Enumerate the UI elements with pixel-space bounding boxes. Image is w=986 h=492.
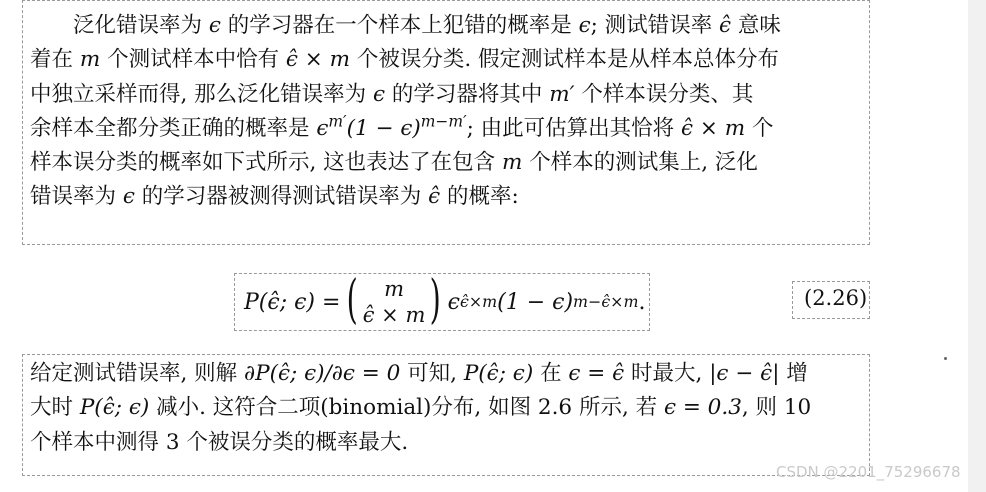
text-run: 减小. 这符合二项(binomial)分布, 如图 2.6 所示, 若 <box>149 395 664 421</box>
equation-2-26: P(ϵ̂; ϵ) = ( m ϵ̂ × m ) ϵ ϵ̂×m (1 − ϵ) m−ϵ̂×m . <box>244 270 646 330</box>
text-run: 个 <box>745 115 774 141</box>
math-m: m <box>79 47 101 73</box>
cursor-dot <box>944 357 947 360</box>
math-absolute-difference: |ϵ − ϵ̂| <box>709 361 780 386</box>
math-exponent: m′ <box>328 112 347 131</box>
math-epsilon: ϵ <box>208 13 221 38</box>
math-probability: P(ϵ̂; ϵ) <box>79 395 150 421</box>
paragraph-2-line-3 <box>30 426 866 460</box>
equation-number: (2.26) <box>804 286 868 310</box>
math-m-prime: m′ <box>549 81 575 107</box>
binomial-coefficient <box>342 270 445 330</box>
equation-epsilon: ϵ <box>447 289 460 315</box>
math-probability: P(ϵ̂; ϵ) <box>463 361 534 386</box>
binomial-top: m <box>384 277 405 301</box>
left-paren: ( <box>347 270 359 330</box>
text-run: 意味 <box>731 13 781 38</box>
math-partial-derivative: ∂P(ϵ̂; ϵ)/∂ϵ = 0 <box>244 361 401 386</box>
paragraph-1-line-4 <box>30 112 866 146</box>
math-epsilon-value: ϵ = 0.3 <box>663 395 742 421</box>
text-run: 的学习器被测得测试错误率为 <box>134 184 429 210</box>
text-run: 增 <box>779 361 808 386</box>
text-run: 个被误分类. 假定测试样本是从样本总体分布 <box>350 47 780 73</box>
text-run: 着在 <box>30 47 80 73</box>
text-run: ; 测试错误率 <box>590 13 720 38</box>
math-epsilon: ϵ <box>578 13 591 38</box>
text-run: 在 <box>533 361 569 386</box>
binomial-stack <box>363 276 426 328</box>
right-paren: ) <box>429 270 442 330</box>
equation-one-minus-epsilon: (1 − ϵ) <box>497 289 574 315</box>
text-run: ; 由此可估算出其恰将 <box>466 115 681 141</box>
text-run: 个测试样本中恰有 <box>100 47 286 73</box>
text-run: 泛化错误率为 <box>73 13 209 38</box>
scrollbar-track[interactable] <box>968 0 986 492</box>
math-epsilon-hat: ϵ̂ <box>428 184 441 210</box>
math-epsilon: ϵ <box>122 184 135 210</box>
paragraph-2-line-1 <box>30 357 866 391</box>
watermark: CSDN @2201_75296678 <box>776 463 961 481</box>
math-epsilon: ϵ <box>316 115 329 141</box>
math-epsilon-hat-times-m: ϵ̂ × m <box>681 115 746 141</box>
text-run: 余样本全都分类正确的概率是 <box>30 115 317 141</box>
text-run: 样本误分类的概率如下式所示, 这也表达了在包含 <box>30 150 503 176</box>
text-run: 给定测试错误率, 则解 <box>30 361 245 386</box>
math-equality: ϵ = ϵ̂ <box>568 361 625 386</box>
paragraph-2-line-2 <box>30 391 866 425</box>
equation-lhs: P(ϵ̂; ϵ) = <box>244 289 341 315</box>
text-run: 大时 <box>30 395 80 421</box>
math-m: m <box>502 150 523 176</box>
text-run: 的学习器在一个样本上犯错的概率是 <box>220 13 579 38</box>
binomial-bottom: ϵ̂ × m <box>362 303 426 327</box>
math-epsilon: ϵ <box>373 81 386 107</box>
math-one-minus-epsilon: (1 − ϵ) <box>346 115 421 141</box>
text-run: 个样本中测得 3 个被误分类的概率最大. <box>30 429 409 455</box>
text-run: 个样本误分类、其 <box>574 81 754 107</box>
paragraph-2 <box>30 357 866 460</box>
text-run: 可知, <box>400 361 464 386</box>
text-run: 的学习器将其中 <box>385 81 550 107</box>
text-run: 个样本的测试集上, 泛化 <box>522 150 758 176</box>
math-exponent: m−m′ <box>420 112 467 131</box>
text-run: 中独立采样而得, 那么泛化错误率为 <box>30 81 374 107</box>
text-run: 的概率: <box>440 184 519 210</box>
paragraph-1-line-2 <box>30 43 866 77</box>
text-run: , 则 10 <box>741 395 812 421</box>
text-run: 错误率为 <box>30 184 123 210</box>
math-epsilon-hat: ϵ̂ <box>719 13 732 38</box>
math-epsilon-hat-times-m: ϵ̂ × m <box>285 47 351 73</box>
paragraph-1-line-6 <box>30 180 866 214</box>
equation-period: . <box>638 289 646 315</box>
paragraph-1 <box>30 9 866 215</box>
paragraph-1-line-3 <box>30 78 866 112</box>
paragraph-1-line-5 <box>30 146 866 180</box>
text-run: 时最大, <box>624 361 710 386</box>
paragraph-1-line-1 <box>30 9 866 43</box>
